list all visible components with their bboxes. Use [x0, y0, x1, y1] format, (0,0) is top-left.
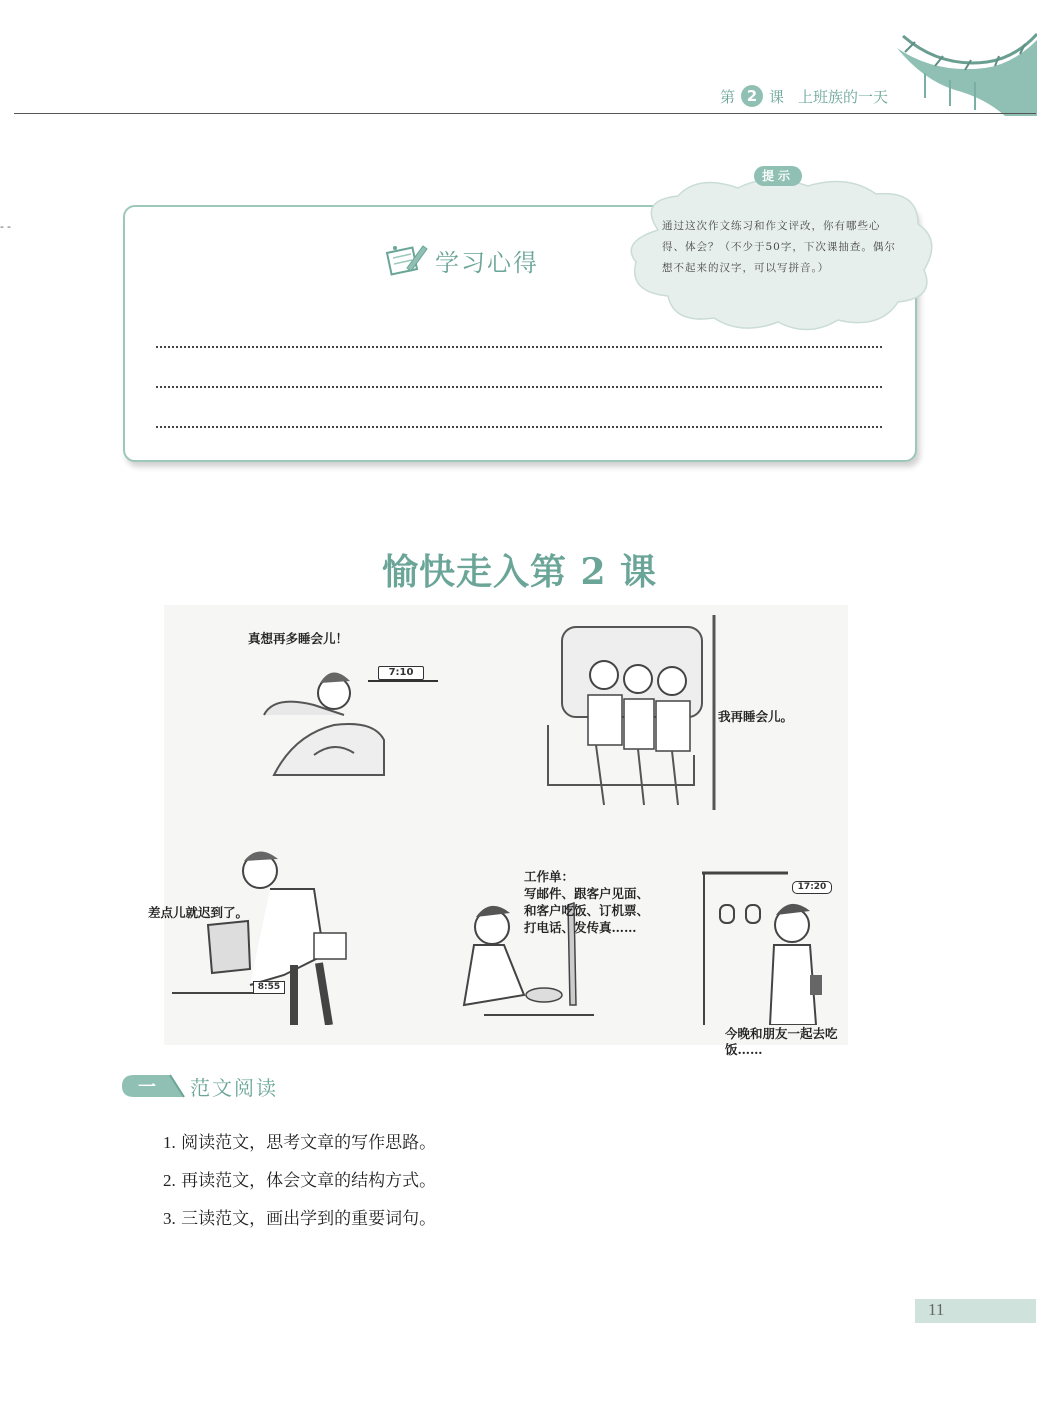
clock-1720: 17:20 [792, 881, 832, 894]
comic-panel-office-arrival [164, 845, 364, 1025]
panel4-caption-line1: 工作单： [524, 869, 575, 884]
alarm-clock-710: 7:10 [378, 666, 424, 680]
lesson-title: 上班族的一天 [798, 87, 889, 106]
instruction-2-text: 再读范文，体会文章的结构方式。 [181, 1171, 437, 1191]
section-title: 愉快走入第 2 课 [381, 551, 658, 593]
hint-badge: 提示 [754, 166, 802, 186]
margin-dash-mark: -- [0, 220, 14, 233]
panel5-caption: 今晚和朋友一起去吃饭…… [725, 1026, 838, 1057]
pavilion-roof-illustration [895, 28, 1037, 116]
instruction-3 [163, 1204, 436, 1229]
study-notes-title: 学习心得 [435, 248, 539, 277]
comic-panel-subway [544, 615, 744, 810]
writing-line-1 [156, 346, 882, 348]
lesson-number-badge: 2 [741, 85, 763, 107]
lesson-suffix: 课 [769, 87, 785, 106]
hint-text: 通过这次作文练习和作文评改，你有哪些心得、体会？（不少于50字，下次课抽查。偶尔想不起来的汉字，可以写拼音。） [662, 220, 896, 274]
instruction-2-number: 2. [163, 1171, 176, 1190]
page-number: 11 [928, 1300, 945, 1319]
header-divider [14, 113, 1036, 114]
part-number: 一 [138, 1077, 156, 1098]
part-title: 范文阅读 [190, 1076, 278, 1100]
instruction-2 [163, 1166, 436, 1191]
instruction-1-number: 1. [163, 1133, 176, 1152]
panel4-caption-line2: 写邮件、跟客户见面、 [524, 886, 650, 901]
clock-855: 8:55 [253, 981, 285, 994]
comic-illustration [148, 605, 848, 1057]
instruction-3-text: 三读范文，画出学到的重要词句。 [181, 1209, 437, 1229]
panel1-caption: 真想再多睡会儿！ [248, 631, 349, 646]
part-number-tab [122, 1073, 192, 1099]
writing-line-2 [156, 386, 882, 388]
nightstand [368, 680, 438, 682]
comic-panel-working [434, 855, 604, 1035]
writing-line-3 [156, 426, 882, 428]
panel3-caption: 差点儿就迟到了。 [148, 905, 249, 920]
notepad-pencil-icon [385, 242, 429, 278]
lesson-prefix: 第 [720, 87, 736, 106]
comic-panel-bed [254, 645, 454, 785]
panel2-caption: 我再睡会儿。 [718, 709, 794, 724]
instruction-1 [163, 1128, 436, 1153]
study-notes-heading [385, 242, 539, 278]
instruction-1-text: 阅读范文，思考文章的写作思路。 [181, 1133, 437, 1153]
panel4-caption-line4: 打电话、发传真…… [524, 920, 637, 935]
panel4-caption-line3: 和客户吃饭、订机票、 [524, 903, 650, 918]
instruction-3-number: 3. [163, 1209, 176, 1228]
lesson-header [720, 85, 888, 107]
